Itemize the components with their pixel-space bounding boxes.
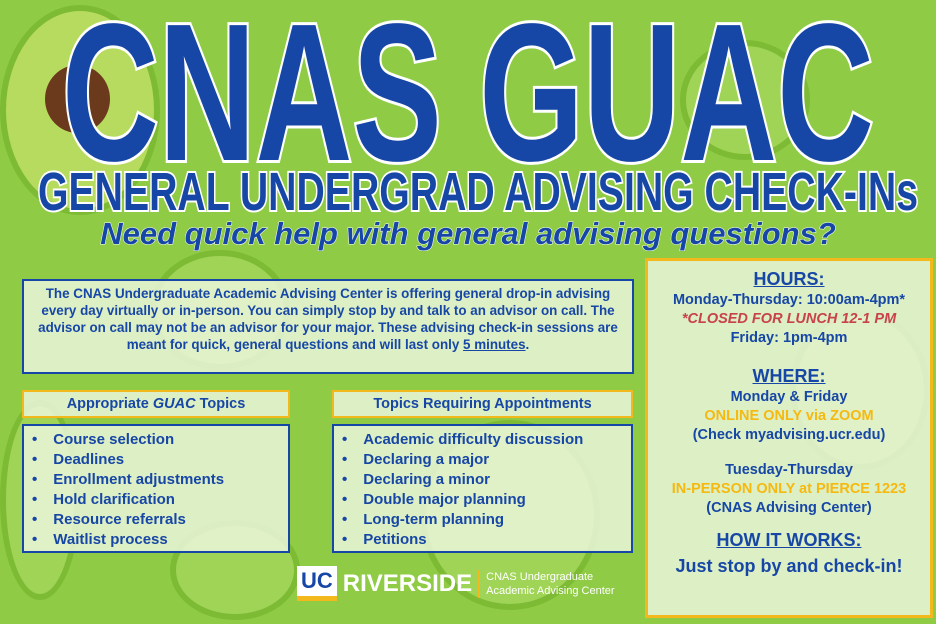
- list-item: • Declaring a major: [342, 450, 623, 470]
- guac-topics-header: Appropriate GUAC Topics: [22, 390, 290, 418]
- logo-department-line1: CNAS Undergraduate: [486, 570, 594, 583]
- description-box: The CNAS Undergraduate Academic Advising Center is offering general drop-in advising every day virtually or in-person. You can simply stop by and talk to an advisor on call. The advisor on call may not be an advisor for your major. These advising check-in sessions are meant for quick, general questions and will last only 5 minutes.: [22, 279, 634, 374]
- myadvising-link[interactable]: (Check myadvising.ucr.edu): [692, 427, 886, 443]
- list-item: • Resource referrals: [32, 510, 280, 530]
- hours-heading: HOURS:: [753, 269, 825, 289]
- logo-uc: UC: [297, 566, 337, 601]
- how-text: Just stop by and check-in!: [675, 556, 903, 576]
- page-title-graphic: [0, 0, 936, 168]
- logo-riverside: RIVERSIDE: [342, 569, 473, 597]
- hours-friday: Friday: 1pm-4pm: [730, 330, 848, 346]
- list-item: • Academic difficulty discussion: [342, 430, 623, 450]
- list-item: • Declaring a minor: [342, 470, 623, 490]
- appointment-topics-list: [332, 424, 633, 553]
- guac-topics-list: [22, 424, 290, 553]
- appointment-topics-header: Topics Requiring Appointments: [332, 390, 633, 418]
- hours-mon-thu: Monday-Thursday: 10:00am-4pm*: [672, 292, 906, 308]
- where-tue-thu: Tuesday-Thursday: [725, 462, 853, 478]
- info-panel: [645, 258, 933, 618]
- subtitle-graphic: [0, 163, 936, 217]
- how-heading: HOW IT WORKS:: [716, 530, 862, 550]
- where-mon-fri: Monday & Friday: [730, 389, 848, 405]
- where-heading: WHERE:: [752, 366, 826, 386]
- logo-department-line2: Academic Advising Center: [486, 584, 615, 597]
- in-person-note: IN-PERSON ONLY at PIERCE 1223: [671, 481, 907, 497]
- list-item: • Long-term planning: [342, 510, 623, 530]
- online-note: ONLINE ONLY via ZOOM: [704, 408, 874, 424]
- list-item: • Waitlist process: [32, 530, 280, 550]
- list-item: • Petitions: [342, 530, 623, 550]
- page-title: CNAS GUAC: [62, 0, 875, 168]
- duration: 5 minutes: [463, 337, 526, 352]
- list-item: • Enrollment adjustments: [32, 470, 280, 490]
- list-item: • Double major planning: [342, 490, 623, 510]
- lunch-notice: *CLOSED FOR LUNCH 12-1 PM: [681, 311, 897, 327]
- ucr-logo: [297, 566, 615, 601]
- tagline: Need quick help with general advising questions?: [100, 216, 836, 251]
- list-item: • Course selection: [32, 430, 280, 450]
- list-item: • Hold clarification: [32, 490, 280, 510]
- center-note: (CNAS Advising Center): [706, 500, 872, 516]
- logo-department: [478, 570, 614, 598]
- subtitle: GENERAL UNDERGRAD ADVISING CHECK-INs: [38, 163, 918, 217]
- list-item: • Deadlines: [32, 450, 280, 470]
